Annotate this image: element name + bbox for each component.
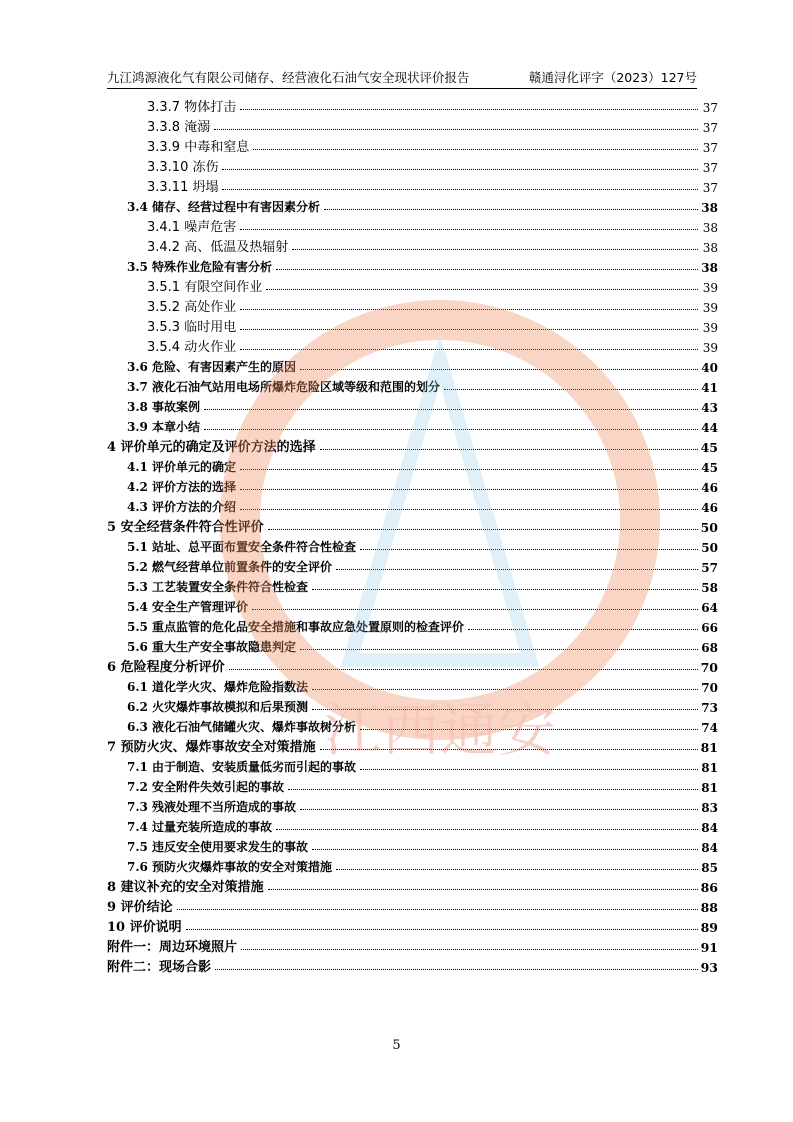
toc-entry-label: 3.5.1 有限空间作业 (147, 276, 264, 295)
toc-entry[interactable] (107, 375, 718, 395)
toc-entry[interactable] (107, 235, 718, 255)
toc-leader-dots (222, 169, 698, 170)
toc-entry-page: 93 (700, 960, 718, 975)
toc-entry-label: 3.3.10 冻伤 (147, 156, 220, 175)
toc-entry-label: 5 安全经营条件符合性评价 (107, 516, 266, 535)
toc-entry[interactable] (107, 855, 718, 875)
toc-entry-page: 37 (702, 161, 718, 175)
toc-entry-page: 39 (702, 281, 718, 295)
toc-entry-page: 45 (700, 440, 718, 455)
toc-leader-dots (300, 369, 698, 370)
toc-leader-dots (320, 749, 698, 750)
toc-entry-page: 86 (700, 880, 718, 895)
toc-entry-label: 4 评价单元的确定及评价方法的选择 (107, 436, 318, 455)
toc-leader-dots (320, 449, 698, 450)
toc-entry[interactable] (107, 575, 718, 595)
toc-entry-label: 6 危险程度分析评价 (107, 656, 227, 675)
toc-entry-page: 70 (701, 681, 718, 695)
toc-entry[interactable] (107, 115, 718, 135)
toc-leader-dots (300, 809, 698, 810)
toc-entry-label: 3.3.7 物体打击 (147, 96, 238, 115)
toc-entry-label: 5.4 安全生产管理评价 (127, 600, 249, 614)
toc-entry-label: 7.2 安全附件失效引起的事故 (127, 780, 285, 794)
toc-entry-label: 3.9 本章小结 (127, 420, 201, 434)
toc-leader-dots (312, 589, 698, 590)
toc-entry-page: 38 (702, 221, 718, 235)
toc-entry[interactable] (107, 155, 718, 175)
toc-entry-page: 37 (702, 121, 718, 135)
toc-entry[interactable] (107, 355, 718, 375)
toc-entry-label: 5.2 燃气经营单位前置条件的安全评价 (127, 560, 333, 574)
toc-entry-page: 39 (702, 321, 718, 335)
toc-leader-dots (292, 249, 698, 250)
toc-entry-label: 3.6 危险、有害因素产生的原因 (127, 360, 297, 374)
toc-leader-dots (240, 329, 698, 330)
toc-entry-label: 3.3.9 中毒和窒息 (147, 136, 251, 155)
toc-leader-dots (240, 509, 698, 510)
toc-entry[interactable] (107, 475, 718, 495)
toc-leader-dots (240, 489, 698, 490)
toc-leader-dots (240, 309, 698, 310)
toc-entry-page: 88 (700, 900, 718, 915)
toc-entry-page: 81 (701, 781, 718, 795)
toc-entry-page: 68 (701, 641, 718, 655)
toc-entry[interactable] (107, 195, 718, 215)
toc-leader-dots (312, 709, 698, 710)
toc-entry-page: 37 (702, 101, 718, 115)
toc-entry[interactable] (107, 755, 718, 775)
toc-entry-page: 85 (701, 861, 718, 875)
toc-entry-label: 3.4 储存、经营过程中有害因素分析 (127, 200, 321, 214)
toc-entry-page: 84 (701, 841, 718, 855)
toc-entry-page: 37 (702, 181, 718, 195)
toc-leader-dots (204, 429, 698, 430)
toc-entry[interactable] (107, 955, 718, 975)
toc-entry-label: 3.5.4 动火作业 (147, 336, 238, 355)
toc-entry-label: 7 预防火灾、爆炸事故安全对策措施 (107, 736, 318, 755)
toc-leader-dots (229, 669, 698, 670)
toc-leader-dots (186, 929, 698, 930)
toc-entry[interactable] (107, 835, 718, 855)
toc-entry-page: 64 (701, 601, 718, 615)
page-header (107, 66, 697, 89)
toc-leader-dots (300, 649, 698, 650)
toc-leader-dots (360, 769, 698, 770)
toc-entry[interactable] (107, 695, 718, 715)
toc-leader-dots (468, 629, 698, 630)
toc-entry[interactable] (107, 635, 718, 655)
toc-leader-dots (240, 349, 698, 350)
page-number: 5 (392, 1038, 401, 1053)
toc-entry-label: 3.4.1 噪声危害 (147, 216, 238, 235)
toc-entry-page: 44 (701, 421, 718, 435)
toc-entry-label: 附件一：周边环境照片 (107, 936, 239, 955)
toc-leader-dots (215, 969, 698, 970)
toc-entry-label: 3.7 液化石油气站用电场所爆炸危险区域等级和范围的划分 (127, 380, 441, 394)
toc-entry-page: 83 (701, 801, 718, 815)
toc-entry-label: 7.5 违反安全使用要求发生的事故 (127, 840, 309, 854)
toc-entry-page: 81 (701, 761, 718, 775)
toc-entry[interactable] (107, 535, 718, 555)
toc-entry-page: 46 (701, 481, 718, 495)
toc-entry-label: 3.5 特殊作业危险有害分析 (127, 260, 273, 274)
toc-entry[interactable] (107, 315, 718, 335)
toc-entry[interactable] (107, 615, 718, 635)
toc-leader-dots (252, 609, 698, 610)
toc-entry-label: 3.3.11 坍塌 (147, 176, 220, 195)
toc-entry-page: 81 (700, 740, 718, 755)
toc-entry[interactable] (107, 915, 718, 935)
toc-entry[interactable] (107, 555, 718, 575)
toc-entry-label: 7.4 过量充装所造成的事故 (127, 820, 273, 834)
toc-entry-page: 58 (701, 581, 718, 595)
toc-entry-page: 91 (700, 940, 718, 955)
toc-entry-label: 5.6 重大生产安全事故隐患判定 (127, 640, 297, 654)
toc-leader-dots (240, 229, 698, 230)
toc-entry-page: 39 (702, 301, 718, 315)
toc-entry[interactable] (107, 435, 718, 455)
toc-entry-page: 45 (701, 461, 718, 475)
toc-entry[interactable] (107, 295, 718, 315)
toc-leader-dots (204, 409, 698, 410)
toc-entry-page: 74 (701, 721, 718, 735)
toc-entry-page: 46 (701, 501, 718, 515)
toc-entry-page: 37 (702, 141, 718, 155)
toc-leader-dots (444, 389, 698, 390)
header-report-number: 赣通浔化评字（2023）127号 (528, 70, 697, 85)
toc-leader-dots (241, 949, 698, 950)
toc-leader-dots (276, 829, 698, 830)
toc-entry-page: 84 (701, 821, 718, 835)
toc-leader-dots (253, 149, 698, 150)
toc-entry[interactable] (107, 935, 718, 955)
toc-entry-page: 66 (701, 621, 718, 635)
toc-entry[interactable] (107, 495, 718, 515)
toc-entry[interactable] (107, 875, 718, 895)
toc-leader-dots (312, 689, 698, 690)
toc-entry[interactable] (107, 135, 718, 155)
toc-leader-dots (240, 469, 698, 470)
toc-entry[interactable] (107, 895, 718, 915)
toc-entry-label: 8 建议补充的安全对策措施 (107, 876, 266, 895)
toc-entry[interactable] (107, 415, 718, 435)
toc-entry-label: 5.1 站址、总平面布置安全条件符合性检查 (127, 540, 357, 554)
toc-entry[interactable] (107, 655, 718, 675)
toc-entry-page: 38 (701, 261, 718, 275)
toc-entry-label: 4.2 评价方法的选择 (127, 480, 237, 494)
toc-entry[interactable] (107, 95, 718, 115)
toc-leader-dots (268, 529, 698, 530)
toc-leader-dots (177, 909, 698, 910)
toc-entry[interactable] (107, 455, 718, 475)
toc-entry-label: 5.5 重点监管的危化品安全措施和事故应急处置原则的检查评价 (127, 620, 465, 634)
toc-entry[interactable] (107, 335, 718, 355)
toc-entry-label: 3.4.2 高、低温及热辐射 (147, 236, 290, 255)
toc-entry-label: 4.3 评价方法的介绍 (127, 500, 237, 514)
toc-entry-label: 3.3.8 淹溺 (147, 116, 212, 135)
toc-entry-label: 7.3 残液处理不当所造成的事故 (127, 800, 297, 814)
toc-entry-page: 89 (700, 920, 718, 935)
toc-entry-page: 38 (702, 241, 718, 255)
toc-entry-page: 40 (701, 361, 718, 375)
toc-entry-label: 6.2 火灾爆炸事故模拟和后果预测 (127, 700, 309, 714)
toc-leader-dots (268, 889, 698, 890)
toc-entry-page: 50 (700, 520, 718, 535)
toc-entry-page: 50 (701, 541, 718, 555)
toc-entry[interactable] (107, 255, 718, 275)
toc-leader-dots (360, 549, 698, 550)
toc-entry[interactable] (107, 395, 718, 415)
toc-entry-label: 6.1 道化学火灾、爆炸危险指数法 (127, 680, 309, 694)
toc-entry-label: 5.3 工艺装置安全条件符合性检查 (127, 580, 309, 594)
toc-entry-label: 附件二：现场合影 (107, 956, 213, 975)
toc-entry-page: 39 (702, 341, 718, 355)
toc-leader-dots (360, 729, 698, 730)
toc-leader-dots (222, 189, 698, 190)
toc-entry-label: 3.8 事故案例 (127, 400, 201, 414)
toc-entry[interactable] (107, 735, 718, 755)
toc-leader-dots (276, 269, 698, 270)
toc-entry[interactable] (107, 715, 718, 735)
toc-entry-page: 70 (700, 660, 718, 675)
toc-leader-dots (336, 569, 698, 570)
toc-entry-page: 57 (701, 561, 718, 575)
table-of-contents (107, 95, 718, 975)
toc-entry-page: 38 (701, 201, 718, 215)
toc-entry[interactable] (107, 595, 718, 615)
toc-leader-dots (324, 209, 698, 210)
header-report-title: 九江鸿源液化气有限公司储存、经营液化石油气安全现状评价报告 (107, 70, 470, 85)
toc-entry[interactable] (107, 275, 718, 295)
toc-leader-dots (214, 129, 698, 130)
toc-entry[interactable] (107, 175, 718, 195)
toc-entry-page: 41 (701, 381, 718, 395)
toc-entry[interactable] (107, 815, 718, 835)
toc-entry-label: 10 评价说明 (107, 916, 184, 935)
toc-entry-label: 9 评价结论 (107, 896, 175, 915)
toc-entry[interactable] (107, 515, 718, 535)
toc-entry[interactable] (107, 215, 718, 235)
toc-entry-label: 3.5.3 临时用电 (147, 316, 238, 335)
toc-entry-page: 73 (701, 701, 718, 715)
toc-entry-label: 4.1 评价单元的确定 (127, 460, 237, 474)
toc-leader-dots (288, 789, 698, 790)
toc-leader-dots (266, 289, 698, 290)
toc-entry-label: 6.3 液化石油气储罐火灾、爆炸事故树分析 (127, 720, 357, 734)
toc-leader-dots (312, 849, 698, 850)
toc-entry-label: 3.5.2 高处作业 (147, 296, 238, 315)
toc-entry[interactable] (107, 675, 718, 695)
toc-entry[interactable] (107, 775, 718, 795)
toc-entry-label: 7.6 预防火灾爆炸事故的安全对策措施 (127, 860, 333, 874)
toc-entry-page: 43 (701, 401, 718, 415)
toc-entry-label: 7.1 由于制造、安装质量低劣而引起的事故 (127, 760, 357, 774)
toc-leader-dots (336, 869, 698, 870)
seal-center-text: 江西通安 (323, 696, 557, 760)
toc-entry[interactable] (107, 795, 718, 815)
toc-leader-dots (240, 109, 698, 110)
